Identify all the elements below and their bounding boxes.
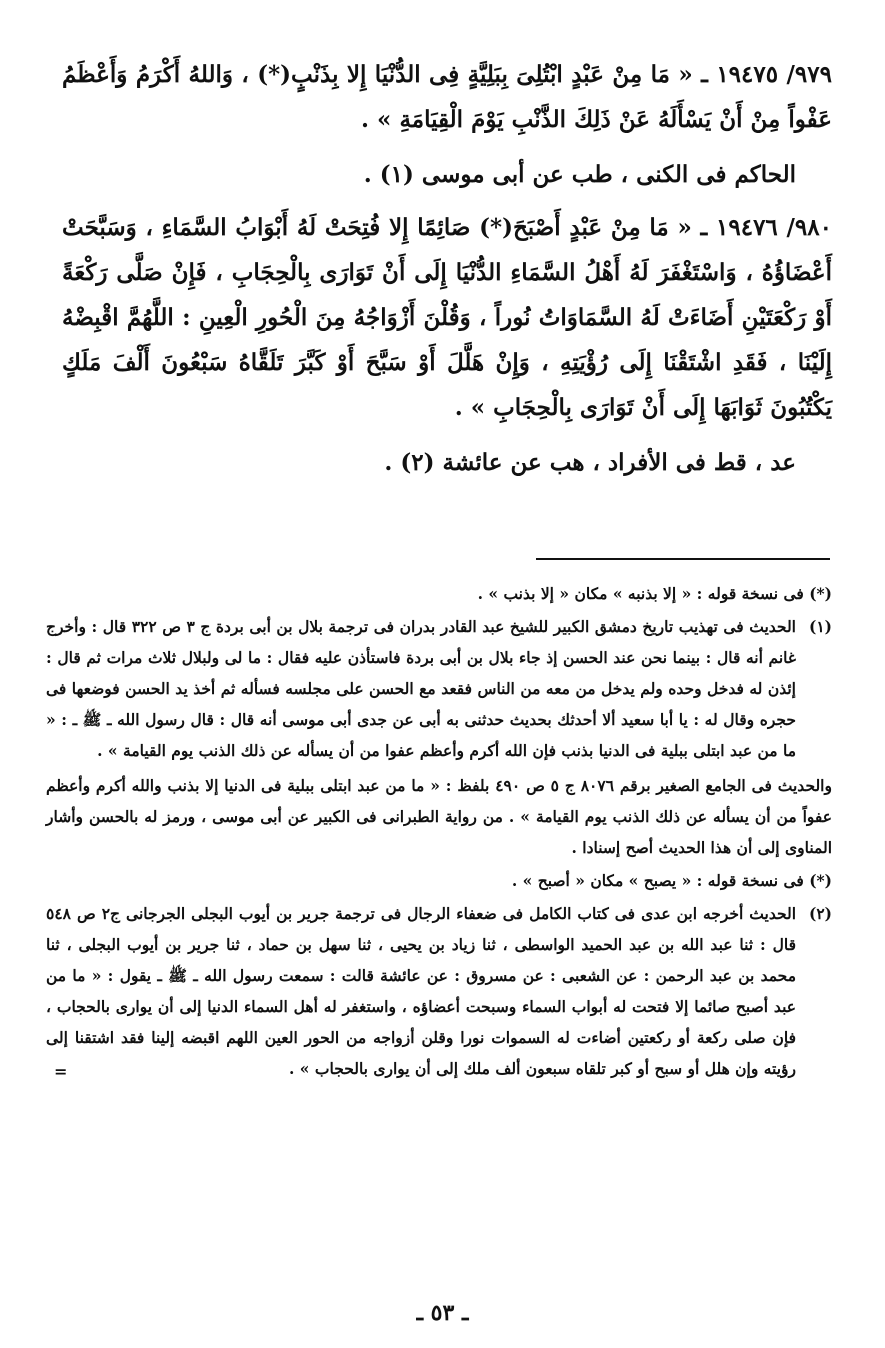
footnote-1	[46, 611, 832, 766]
footnote-separator	[536, 558, 830, 560]
main-text	[62, 52, 832, 493]
footnote-2-text: الحديث أخرجه ابن عدى فى كتاب الكامل فى ضعفاء الرجال فى ترجمة جرير بن أيوب البجلى الجرجانى ج٢ ص ٥٤٨ قال : ثنا عبد الله بن عبد الحميد الواسطى ، ثنا زياد بن يحيى ، ثنا سهل بن حماد ، ثنا جرير بن أيوب البجلى ، ثنا محمد بن عبد الرحمن : عن الشعبى : عن مسروق : عن عائشة قالت : سمعت رسول الله ـ ﷺ ـ يقول : « ما من عبد أصبح صائما إلا فتحت له أبواب السماء وسبحت أعضاؤه ، واستغفر له أهل السماء الدنيا إلى أن يوارى بالحجاب ، فإن صلى ركعة أو ركعتين أضاءت له السموات نورا وقلن أزواجه من الحور العين اللهم اقبضه إلينا فقد اشتقنا إلى رؤيته وإن هلل أو سبح أو كبر تلقاه سبعون ألف ملك إلى أن يوارى بالحجاب » .	[46, 904, 796, 1078]
hadith-979: ٩٧٩/ ١٩٤٧٥ ـ « مَا مِنْ عَبْدٍ ابْتُلِىَ بِبَلِيَّةٍ فِى الدُّنْيَا إِلا بِذَنْبٍ(*) ، وَاللهُ أَكْرَمُ وَأَعْظَمُ عَفْواً مِنْ أَنْ يَسْأَلَهُ عَنْ ذَلِكَ الذَّنْبِ يَوْمَ الْقِيَامَةِ » .	[62, 61, 832, 133]
source-979: الحاكم فى الكنى ، طب عن أبى موسى (١) .	[363, 161, 796, 188]
footnotes	[46, 576, 832, 1080]
footnote-1-continuation: والحديث فى الجامع الصغير برقم ٨٠٧٦ ج ٥ ص ٤٩٠ بلفظ : « ما من عبد ابتلى ببلية فى الدنيا إلا بذنب والله أكرم وأعظم عفواً من أن يسأله عن ذلك الذنب يوم القيامة » . من رواية الطبرانى فى الكبير عن أبى موسى ، ورمز له بالحسن وأشار المناوى إلى أن هذا الحديث أصح إسنادا .	[46, 776, 832, 857]
footnote-2-marker: (٢)	[808, 904, 832, 923]
footnote-2	[46, 898, 832, 1084]
footnote-1-text: الحديث فى تهذيب تاريخ دمشق الكبير للشيخ عبد القادر بدران فى ترجمة بلال بن أبى بردة ج ٣ ص ٣٢٢ قال : وأخرج غانم أنه قال : بينما نحن عند الحسن إذ جاء بلال بن أبى بردة فاستأذن عليه فقال : ما لى ولبلال ثلاث مرات ثم قال : إئذن له فدخل وحده ولم يدخل من معه من الناس فقعد مع الحسن على مجلسه فسأله ثم أخذ يد الحسن فوضعها فى حجره وقال له : يا أبا سعيد ألا أحدثك بحديث حدثنى به أبى عن جدى أبى موسى أنه قال : قال رسول الله ـ ﷺ ـ : « ما من عبد ابتلى ببلية فى الدنيا بذنب فإن الله أكرم وأعظم عفوا من أن يسأله عن ذلك الذنب يوم القيامة » .	[46, 617, 796, 760]
source-980: عد ، قط فى الأفراد ، هب عن عائشة (٢) .	[384, 449, 796, 476]
variant-note-2: (*) فى نسخة قوله : « يصبح » مكان « أصبح » .	[511, 871, 832, 890]
variant-note-1: (*) فى نسخة قوله : « إلا بذنبه » مكان « إلا بذنب » .	[477, 584, 832, 603]
hadith-980: ٩٨٠/ ١٩٤٧٦ ـ « مَا مِنْ عَبْدٍ أَصْبَحَ(*) صَائِمًا إِلا فُتِحَتْ لَهُ أَبْوَابُ السَّمَاءِ ، وَسَبَّحَتْ أَعْضَاؤُهُ ، وَاسْتَغْفَرَ لَهُ أَهْلُ السَّمَاءِ الدُّنْيَا إِلَى أَنْ تَوَارَى بِالْحِجَابِ ، فَإِنْ صَلَّى رَكْعَةً أَوْ رَكْعَتَيْنِ أَضَاءَتْ لَهُ السَّمَاوَاتُ نُوراً ، وَقُلْنَ أَزْوَاجُهُ مِنَ الْحُورِ الْعِينِ : اللَّهُمَّ اقْبِضْهُ إِلَيْنَا ، فَقَدِ اشْتَقْنَا إِلَى رُؤْيَتِهِ ، وَإِنْ هَلَّلَ أَوْ سَبَّحَ أَوْ كَبَّرَ تَلَقَّاهُ سَبْعُونَ أَلْفَ مَلَكٍ يَكْتُبُونَ ثَوَابَهَا إِلَى أَنْ تَوَارَى بِالْحِجَابِ » .	[62, 214, 832, 421]
page-number: ـ ٥٣ ـ	[416, 1300, 469, 1326]
continuation-marker: =	[54, 1062, 68, 1081]
footnote-1-marker: (١)	[808, 617, 832, 636]
